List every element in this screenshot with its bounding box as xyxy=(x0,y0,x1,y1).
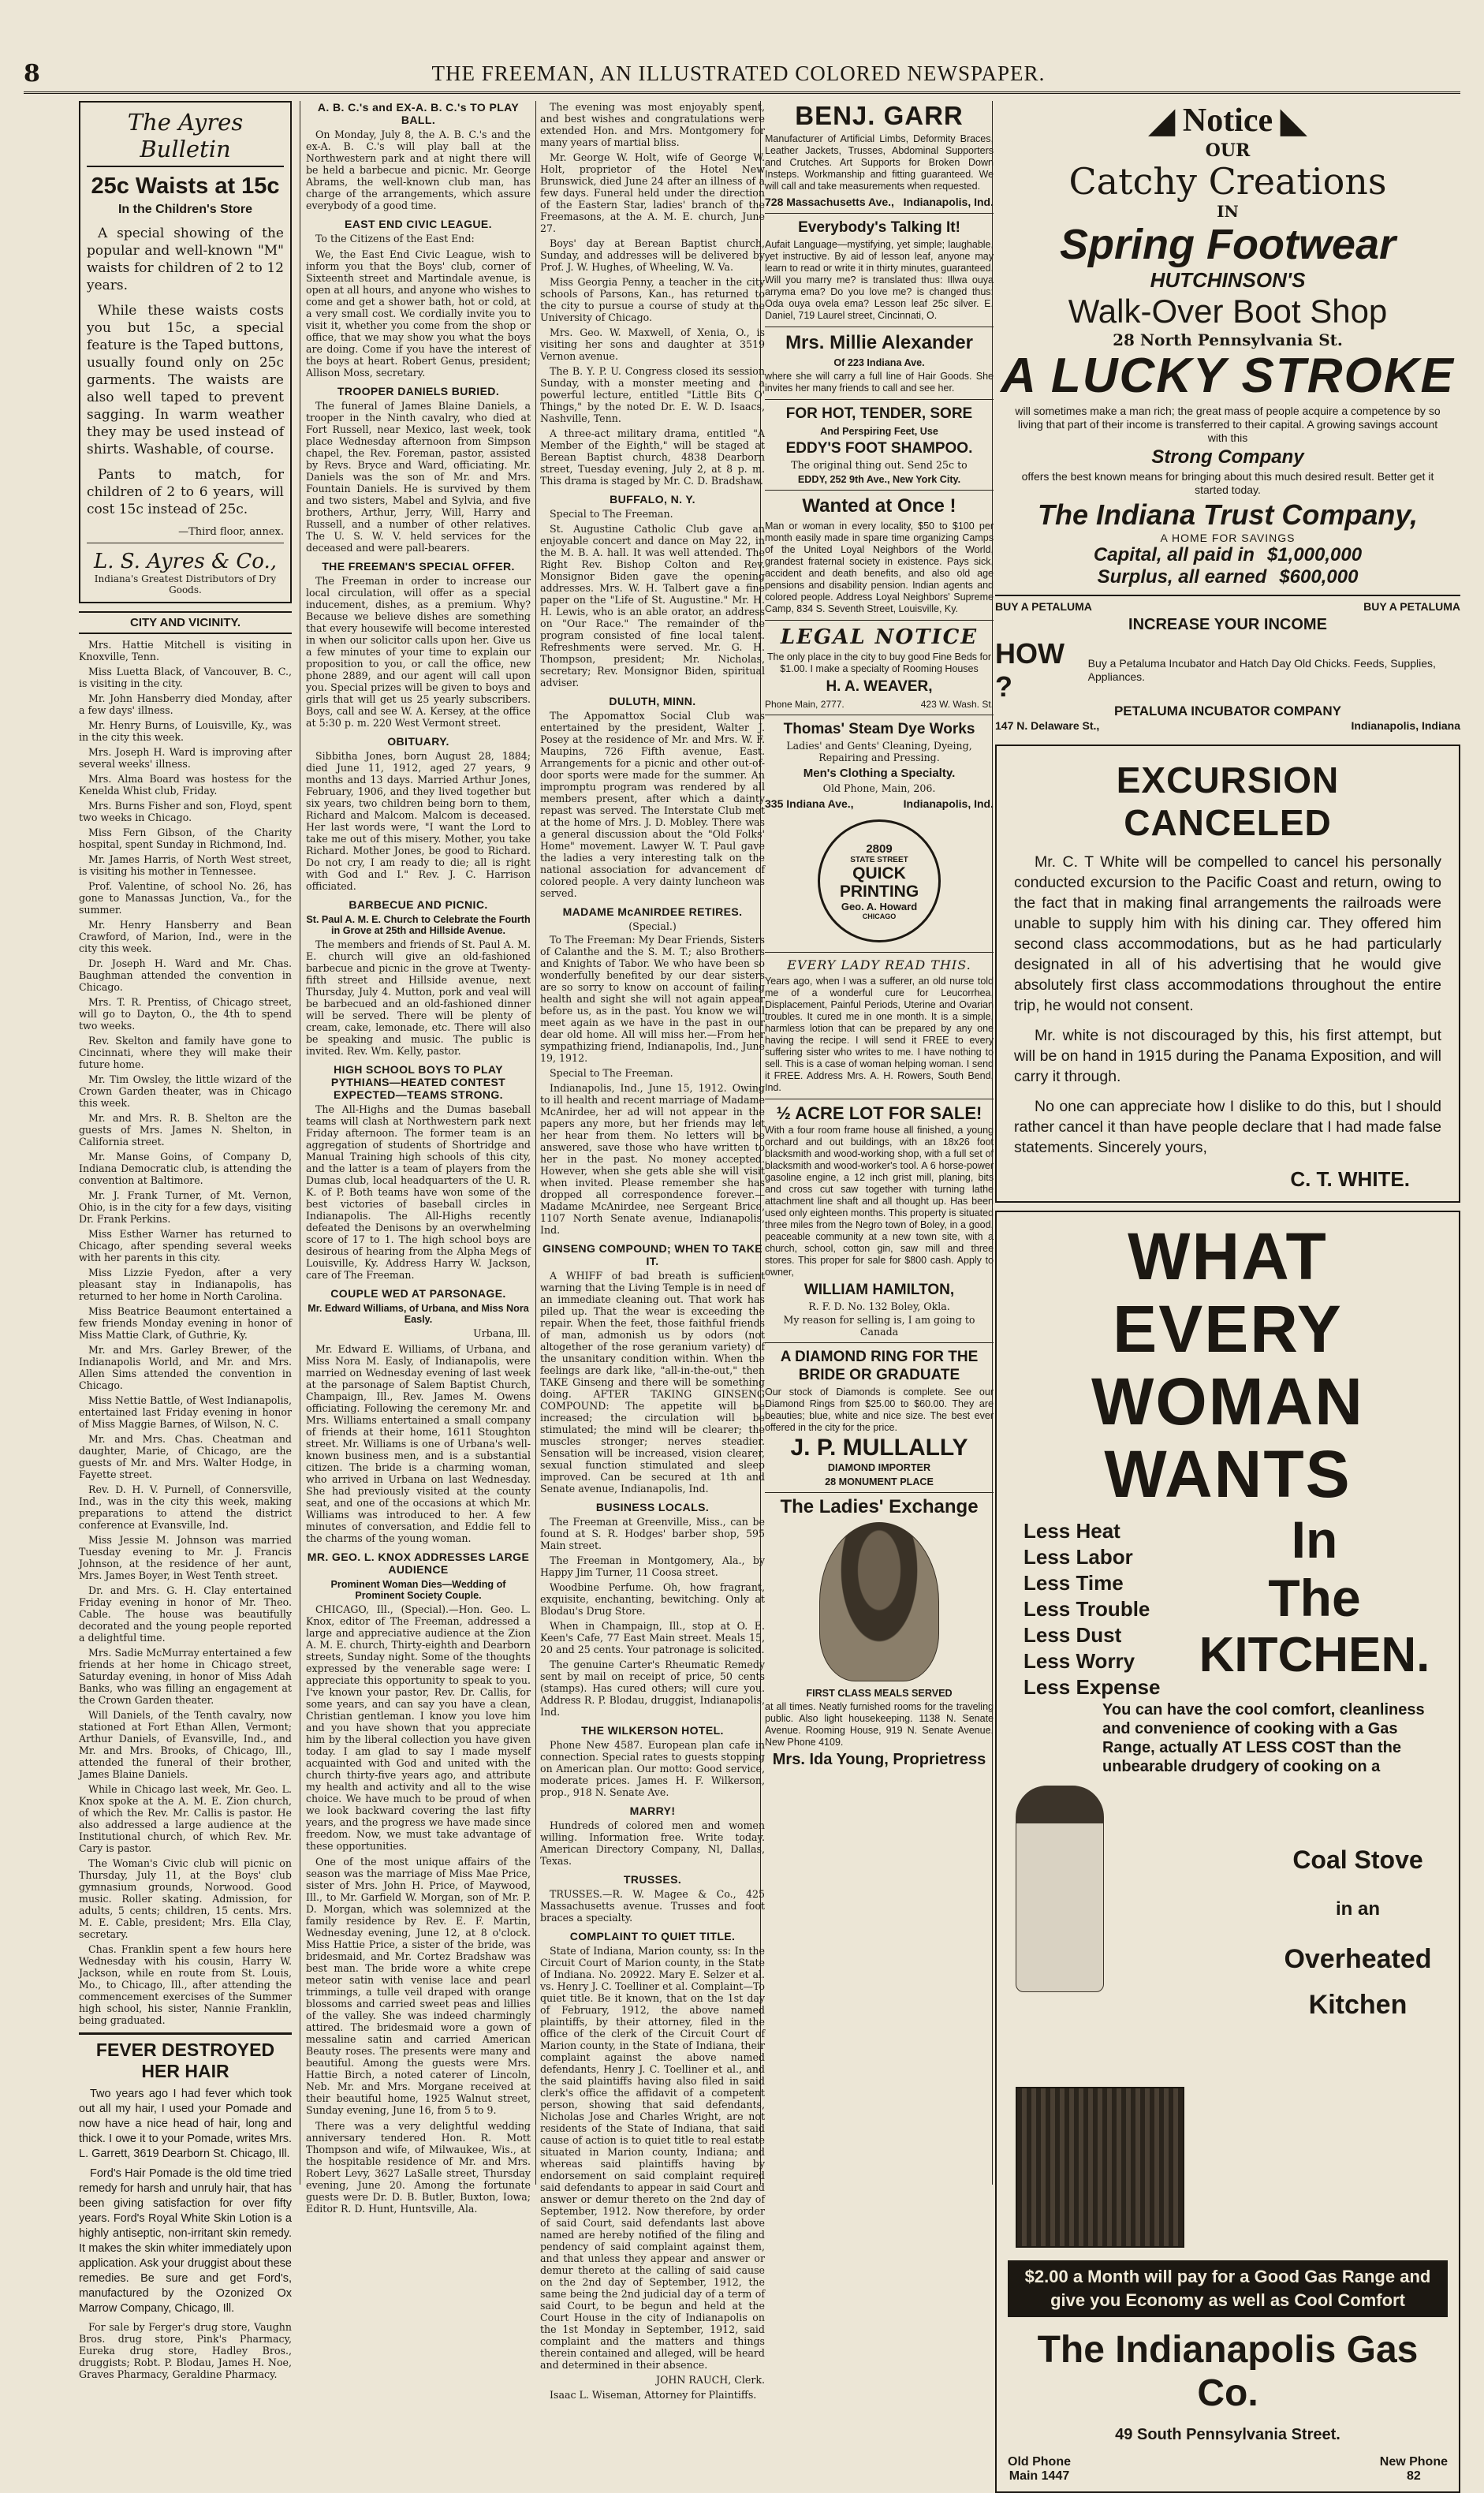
city-item: Chas. Franklin spent a few hours here Wednesday with his cousin, Harry W. Jackson, while en route from St. Louis, Mo., to Chicago, Ill., after attending the commencement exercises of the Summer high school, his sister, Nannie Franklin, being graduated. xyxy=(79,1943,292,2026)
mcanirdee-special-2: Special to The Freeman. xyxy=(550,1067,673,1079)
col3-text-4: Miss Georgia Penny, a teacher in the city schools of Parsons, Kan., has returned to the city to pursue a course of study at the University of Chicago. xyxy=(540,276,765,323)
coal-stove: Coal Stove xyxy=(1292,1845,1423,1874)
city-item: Miss Esther Warner has returned to Chicago, after spending several weeks with her parents in this city. xyxy=(79,1228,292,1263)
petaluma-body: Buy a Petaluma Incubator and Hatch Day Old Chicks. Feeds, Supplies, Appliances. xyxy=(1087,657,1436,683)
city-item: While in Chicago last week, Mr. Geo. L. Knox spoke at the A. M. E. Zion church, of which the Rev. Mr. Callis is pastor. He also addressed a large audience at the Institutional church, of which Rev. Mr. Cary is pastor. xyxy=(79,1783,292,1854)
lady-body: Years ago, when I was a sufferer, an old nurse told me of a wonderful cure for Leucorrhea, Displacement, Painful Periods, Uterine and Ovarian troubles. It cured me in one month. It is a simple, harmless lotion that can be prepared by any one having the recipe. I will send it FREE to every suffering sister who writes to me. I have nothing to sell. This is a case of woman helping woman. I send it FREE. Address Mrs. A. H. Rowers, South Bend, Ind. xyxy=(765,976,994,1093)
petaluma-address xyxy=(995,719,1460,732)
mcanirdee-text-2: Indianapolis, Ind., June 15, 1912. Owing to ill health and recent marriage of Madame McAnirdee, her ad will not appear in the papers any more, but her friends may let her hear from them. No letters will be answered, save those who have written to her in the past. No money accepted. However, when she gets able she will visit when invited. Please remember she has dropped all correspondence forever.—Madame McAnirdee, nee Sergeant Brice, 1107 North Senate avenue, Indianapolis, Ind. xyxy=(540,1082,765,1236)
ayres-headline: 25c Waists at 15c xyxy=(91,174,280,199)
city-item: Mrs. T. R. Prentiss, of Chicago street, will go to Dayton, O., the 4th to spend two weeks. xyxy=(79,996,292,1032)
newspaper-title: THE FREEMAN, AN ILLUSTRATED COLORED NEWSPAPER. xyxy=(431,61,1046,85)
col3-text-7: A three-act military drama, entitled "A Member of the Eighth," will be staged at Berean Baptist church, 4838 Dearborn street, Tuesday evening, July 2, at 8 p. m. This drama is staged by Mr. C. D. Bradshaw. xyxy=(540,427,765,487)
knox-subheading: Prominent Woman Dies—Wedding of Prominent Society Couple. xyxy=(330,1579,506,1601)
locals-heading: BUSINESS LOCALS. xyxy=(595,1501,710,1513)
trust-capital-value: $1,000,000 xyxy=(1266,544,1363,565)
excursion-heading: EXCURSION CANCELED xyxy=(1116,759,1340,843)
city-item: Miss Fern Gibson, of the Charity hospital, spent Sunday in Richmond, Ind. xyxy=(79,827,292,850)
lucky-small: offers the best known means for bringing about this much desired result. Better get it started today. xyxy=(1021,470,1434,496)
acre-note: My reason for selling is, I am going to Canada xyxy=(783,1314,975,1338)
city-items xyxy=(79,639,292,2026)
ayres-tagline: Indiana's Greatest Distributors of Dry Goods. xyxy=(94,573,277,595)
trooper-text: The funeral of James Blaine Daniels, a trooper in the Ninth cavalry, who died at Fort Russell, near Mexico, last week, took place Wednesday afternoon from Simpson chapel, the Rev. Foreman, pastor, assisted by Revs. Bryce and Ward, officiating. Mr. Daniels was the son of Mr. and Mrs. Fountain Daniels. He is survived by them and two sisters, Mabel and Sylvia, and five brothers, Arthur, Jerry, Will, Harry and Russell, and a number of other relatives. The U. S. W. V. held services for the deceased and were pall-bearers. xyxy=(306,400,531,554)
new-phone-label: New Phone xyxy=(1379,2455,1448,2469)
marry-heading: MARRY! xyxy=(629,1804,676,1817)
barbecue-subheading: St. Paul A. M. E. Church to Celebrate the Fourth in Grove at 25th and Hillside Avenue. xyxy=(306,914,531,936)
notice-hutchinson: HUTCHINSON'S xyxy=(1150,268,1306,292)
col3-text-2: Mr. George W. Holt, wife of George W. Holt, proprietor of the Hotel New Brunswick, died June 24 after an illness of a few days. Funeral held under the direction of the Eastern Star, ladies' branch of the Freemasons, at the A. M. E. church, June 27. xyxy=(540,151,765,234)
city-item: Mr. Henry Burns, of Louisville, Ky., was in the city this week. xyxy=(79,719,292,743)
notice-address: 28 North Pennsylvania St. xyxy=(1113,330,1343,349)
locals-text-2: The Freeman in Montgomery, Ala., by Happy Jim Turner, 11 Coosa street. xyxy=(540,1554,765,1578)
city-item: Dr. Joseph H. Ward and Mr. Chas. Baughman attended the convention in Chicago. xyxy=(79,957,292,993)
divider xyxy=(765,213,994,214)
offer-heading: THE FREEMAN'S SPECIAL OFFER. xyxy=(322,560,515,573)
city-item: Rev. Skelton and family have gone to Cincinnati, where they will make their future home. xyxy=(79,1035,292,1070)
city-item: Prof. Valentine, of school No. 26, has gone to Manassas Junction, Va., for the summer. xyxy=(79,880,292,916)
locals-text-4: When in Champaign, Ill., stop at O. E. Keen's Cafe, 77 East Main street. Meals 15, 20 and 25 cents. Your patronage is solicited. xyxy=(540,1620,765,1655)
less-item: Less Labor xyxy=(1024,1545,1133,1569)
ginseng-text: A WHIFF of bad breath is sufficient warning that the Living Temple is in need of an immediate cleaning out. That work has piled up. That the wear is exceeding the repair. When the feet, those faithful friends of man, admonish us by odors (not altogether of the rose geranium variety) of the unsanitary condition within. When the feelings are dark like, "all-in-the-out," then TAKE Ginseng and there will be something doing. AFTER TAKING GINSENG COMPOUND: The appetite will be increased; the circulation will be stimulated; the mind will be clearer; the muscles stronger; nerves steadier. Sensation will be increased, vision clearer, sexual function stimulated and sleep improved. Can be secured at 1th and Senate avenue, Indianapolis, Ind. xyxy=(540,1270,765,1495)
obituary-heading: OBITUARY. xyxy=(387,735,449,748)
column-3 xyxy=(540,101,765,2401)
lucky-body: will sometimes make a man rich; the great mass of people acquire a competence by so living that part of their income is transferred to their capital. A growing savings account with this xyxy=(1015,405,1441,444)
new-phone-value: 82 xyxy=(1406,2469,1421,2483)
trust-sub: A HOME FOR SAVINGS xyxy=(1160,532,1296,544)
complaint-text: State of Indiana, Marion county, ss: In the Circuit Court of Marion county, in the State of Indiana. No. 20922. Mary E. Selzer et al. vs. Henry J. C. Toelliner et al. Complaint—To quiet title. Be it known, that on the 1st day of February, 1912, the above named plaintiffs, by their attorney, filed in the office of the clerk of the Circuit Court of Marion county, in the State of Indiana, their complaint against the above named defendants, Henry J. C. Toelliner et al., and the said plaintiffs having also filed in said clerk's office the affidavit of a competent person, showing that said defendants, Nicholas Jose and Charles Wright, are not residents of the State of Indiana, that said cause of action is to quiet title to real estate situated in Marion county, Indiana; and whereas said plaintiffs having by endorsement on said complaint required said defendants to appear in said Court and answer or demur thereto on the 2nd day of September, 1912. Now therefore, by order of said Court, said defendants last above named are hereby notified of the filing and pendency of said complaint against them, and that unless they appear and answer or demur thereto at the calling of said cause on the 2nd day of September, 1912, the same being the 2nd judicial day of a term of said Court, to be begun and held at the Court House in the city of Indianapolis on the 1st Monday in September, 1912, said complaint and the matters and things therein contained and alleged, will be heard and determined in their absence. xyxy=(540,1945,765,2371)
barbecue-text: The members and friends of St. Paul A. M. E. church will give an old-fashioned barbecue and picnic in the grove at Twenty-fifth street and Hillside avenue, next Thursday, July 4. Mutton, pork and veal will be barbecued and an old-fashioned dinner will be served. There will be plenty of cream, cake, lemonade, etc. There will also be speaking and music. The public is invited. Rev. Wm. Kelly, pastor. xyxy=(306,939,531,1057)
legal-phone: Phone Main, 2777. xyxy=(765,699,845,710)
garr-body: Manufacturer of Artificial Limbs, Deformity Braces, Leather Jackets, Trusses, Abdominal Supporters and Crutches. Art Supports for Broken Down Insteps. Workmanship and fitting guaranteed. We will call and take measurements when requested. xyxy=(765,133,994,192)
dye-phone: Old Phone, Main, 206. xyxy=(822,782,936,794)
wanted-body: Man or woman in every locality, $50 to $100 per month easily made in spare time organizing Camps of the United Loyal Neighbors of the World, grandest fraternal society in existence. Pays sick, accident and death benefits, and also old age pensions and disability pension. Indian agents and colored people. Address Loyal Neighbors' Supreme Camp, 834 S. Seventh Street, Louisville, Ky. xyxy=(765,521,994,614)
what-line-1: WHAT EVERY xyxy=(1113,1219,1343,1366)
fever-para-2: Ford's Hair Pomade is the old time tried remedy for harsh and unruly hair, that has been giving satisfaction for over fifty years. Ford's Royal White Skin Lotion is a highly antiseptic, non-irritant skin remedy. It makes the skin whiter immediately upon application. Ask your druggist about these remedies. Be sure and get Ford's, manufactured by the Ozonized Ox Marrow Company, Chicago, Ill. xyxy=(79,2167,292,2315)
shoe-icon: ◢ xyxy=(1149,103,1175,140)
city-item: Mrs. Hattie Mitchell is visiting in Knoxville, Tenn. xyxy=(79,639,292,662)
less-item: Less Dust xyxy=(1024,1623,1122,1647)
knox-heading: MR. GEO. L. KNOX ADDRESSES LARGE AUDIENCE xyxy=(307,1551,530,1576)
city-item: Mrs. Burns Fisher and son, Floyd, spent two weeks in Chicago. xyxy=(79,800,292,823)
dye-address xyxy=(765,797,994,810)
city-item: Mr. Tim Owsley, the little wizard of the Crown Garden theater, was in Chicago this week. xyxy=(79,1073,292,1109)
old-phone-label: Old Phone xyxy=(1008,2455,1071,2469)
petaluma-right: BUY A PETALUMA xyxy=(1363,600,1460,613)
lucky-company: Strong Company xyxy=(1151,446,1304,468)
shoe-icon: ◣ xyxy=(1281,103,1307,140)
col3-text-5: Mrs. Geo. W. Maxwell, of Xenia, O., is visiting her sons and daughter at 3519 Vernon avenue. xyxy=(540,327,765,362)
highschool-text: The All-Highs and the Dumas baseball teams will clash at Northwestern park next Friday afternoon. The former team is an aggregation of students of Shortridge and Manual Training high schools of this city, and the latter is a team of players from the Dumas club, local headquarters of the U. R. K. of P. Both teams have won some of the best victories of baseball circles in Indianapolis. The All-Highs recently defeated the Denisons by an overwhelming score of 17 to 1. The high school boys are desirous of hearing from the Alpha Megs of Louisville, Ky. Address Harry W. Jackson, care of The Freeman. xyxy=(306,1103,531,1281)
ayres-bulletin-title: The Ayres Bulletin xyxy=(87,109,284,167)
city-item: Miss Luetta Black, of Vancouver, B. C., is visiting in the city. xyxy=(79,666,292,689)
what-line-2: WOMAN WANTS xyxy=(1091,1364,1364,1511)
talking-body: Aufait Language—mystifying, yet simple; laughable, yet instructive. By aid of lesson leaf, anyone may learn to read or write it in thirty minutes, guaranteed. Will you marry me? is translated thus: Illwa ouya arryma ema? Do you love me? is changed thus: Oda ouya ovela ema? Lesson leaf 25c silver. E. Daniel, 719 Laurel street, Cincinnati, O. xyxy=(765,239,994,321)
legal-body: The only place in the city to buy good Fine Beds for $1.00. I make a specialty of Rooming Houses xyxy=(766,651,992,674)
in-the-kitchen xyxy=(1181,1510,1448,1684)
exchange-first: FIRST CLASS MEALS SERVED xyxy=(806,1688,953,1699)
stamp-quick: QUICK xyxy=(852,864,906,883)
east-text: We, the East End Civic League, wish to inform you that the Boys' club, corner of Sixteenth street and Martindale avenue, is open at all hours, and anyone who wishes to come and get a shower bath, hot or cold, at a very small cost. We cordially invite you to visit it, whether you come from the shop or office, that we may show you what the boys are doing. Come if you have the interest of the boys at heart. Robert Genus, president; Allison Moss, secretary. xyxy=(306,248,531,379)
trooper-heading: TROOPER DANIELS BURIED. xyxy=(337,385,500,397)
petaluma-left: BUY A PETALUMA xyxy=(995,600,1092,613)
less-section xyxy=(1008,1510,1448,1700)
alexander-address: Of 223 Indiana Ave. xyxy=(833,357,925,368)
ring-sub-2: 28 MONUMENT PLACE xyxy=(825,1476,934,1487)
foot-heading: FOR HOT, TENDER, SORE xyxy=(785,405,973,422)
trust-capital xyxy=(995,544,1460,566)
locals-text-1: The Freeman at Greenville, Miss., can be found at S. R. Hodges' barber shop, 595 Main street. xyxy=(540,1516,765,1551)
overheated: Overheated xyxy=(1284,1944,1432,1974)
col3-text-3: Boys' day at Berean Baptist church, Sunday, and addresses will be delivered by Prof. J. W. Hughes, of Wheeling, W. Va. xyxy=(540,237,765,273)
buffalo-special: Special to The Freeman. xyxy=(550,508,673,520)
excursion-signature: C. T. WHITE. xyxy=(1290,1167,1410,1191)
stamp-name: Geo. A. Howard xyxy=(841,900,918,912)
kitchen-in: In xyxy=(1291,1510,1338,1569)
city-item: Mr. and Mrs. R. B. Shelton are the guests of Mrs. James N. Shelton, in California street. xyxy=(79,1112,292,1148)
woman-illustration-image xyxy=(1016,1786,1104,1992)
lady-heading: EVERY LADY READ THIS. xyxy=(787,957,971,972)
couple-place: Urbana, Ill. xyxy=(473,1327,531,1339)
wilkerson-heading: THE WILKERSON HOTEL. xyxy=(581,1724,724,1737)
less-list xyxy=(1008,1510,1181,1700)
city-item: Mr. and Mrs. Garley Brewer, of the Indianapolis World, and Mr. and Mrs. Allen Sims attended the convention in Chicago. xyxy=(79,1344,292,1391)
ring-body: Our stock of Diamonds is complete. See our Diamond Rings from $25.00 to $60.00. They are beauties; blue, white and nice size. The best ever offered in the city for the price. xyxy=(765,1386,994,1433)
divider xyxy=(765,1492,994,1493)
barbecue-heading: BARBECUE AND PICNIC. xyxy=(349,898,488,911)
locals-text-5: The genuine Carter's Rheumatic Remedy sent by mail on receipt of price, 50 cents (stamps). Has cured others; will cure you. Address R. P. Blodau, druggist, Indianapolis, Ind. xyxy=(540,1659,765,1718)
city-item: Rev. D. H. V. Purnell, of Connersville, Ind., was in the city this week, making preparations to attend the district conference at Evansville, Ind. xyxy=(79,1483,292,1531)
fever-para-3: For sale by Ferger's drug store, Vaughn Bros. drug store, Pink's Pharmacy, Eureka drug store, Hadley Bros., druggists; Robt. P. Blodau, James H. Noe, Graves Pharmacy, Geraldine Pharmacy. xyxy=(79,2321,292,2380)
fever-heading: FEVER DESTROYED HER HAIR xyxy=(79,2032,292,2082)
city-item: Mr. John Hansberry died Monday, after a few days' illness. xyxy=(79,692,292,716)
petaluma-increase: INCREASE YOUR INCOME xyxy=(1128,616,1327,633)
couple-subheading: Mr. Edward Williams, of Urbana, and Miss Nora Easly. xyxy=(308,1303,529,1325)
city-item: Mr. J. Frank Turner, of Mt. Vernon, Ohio, is in the city for a few days, visiting Dr. Frank Perkins. xyxy=(79,1189,292,1225)
highschool-heading: HIGH SCHOOL BOYS TO PLAY PYTHIANS—HEATED CONTEST EXPECTED—TEAMS STRONG. xyxy=(330,1063,506,1101)
notice-catchy: Catchy Creations xyxy=(1068,160,1387,203)
exchange-heading: The Ladies' Exchange xyxy=(780,1496,979,1517)
notice-title-text: Notice xyxy=(1182,103,1273,139)
gas-advertisement xyxy=(995,1211,1460,2493)
city-heading: CITY AND VICINITY. xyxy=(79,611,292,634)
mcanirdee-special: (Special.) xyxy=(628,920,677,932)
notice-in: IN xyxy=(1217,202,1239,221)
ayres-location: —Third floor, annex. xyxy=(178,526,284,538)
column-5 xyxy=(995,101,1460,2483)
acre-name: WILLIAM HAMILTON, xyxy=(804,1282,955,1298)
notice-walkover: Walk-Over Boot Shop xyxy=(1068,293,1388,330)
duluth-text: The Appomattox Social Club was entertained by the president, Walter J. Posey at the residence of Mr. and Mrs. W. F. Maupins, 726 Fifth avenue, East. Arrangements for a picnic and other out-of-door sports were made for the summer. An impromptu program was rendered by all members present, after which a dainty repast was served. The Interstate Club met at the home of Mrs. J. D. Mobley. There was a general discussion about the "Old Folks' Home" movement. Lawyer W. T. Paul gave the ladies a very interesting talk on the national association for advancement of colored people. A very dainty luncheon was served. xyxy=(540,710,765,899)
city-item: Miss Lizzie Fyedon, after a very pleasant stay in Indianapolis, has returned to her home in North Carolina. xyxy=(79,1267,292,1302)
buffalo-text: St. Augustine Catholic Club gave an enjoyable concert and dance on May 22, in the M. B. A. hall. It was well attended. The Right Rev. Bishop Colton and Rev. Monsignor Biden gave the opening addresses. Mrs. W. H. Talbert gave a fine paper on the "Life of St. Augustine." Mr. H. H. Lewis, who is an able orator, an address on "Our Race." The remainder of the program consisted of fine local talent. Refreshments were served. Mr. G. H. Thompson, president; Mr. Nicholas, secretary; Rev. Monsignor Biden, spiritual adviser. xyxy=(540,523,765,689)
wilkerson-text: Phone New 4587. European plan cafe in connection. Special rates to guests stopping on American plan. Our motto: Good service, moderate prices. James H. F. Wilkerson, prop., 918 N. Senate Ave. xyxy=(540,1739,765,1798)
alexander-body: where she will carry a full line of Hair Goods. She invites her many friends to call and see her. xyxy=(765,371,994,394)
obituary-text: Sibbitha Jones, born August 28, 1884; died June 11, 1912, aged 27 years, 9 months and 13 days. Married Arthur Jones, February, 1906, and they lived together but six years, two children being born to them, Richard and Malcom. Malcom is deceased. Her last words were, "I want the Lord to take me out of this misery. Mother, you take Richard. Mother Jones, be good to Richard. Do not cry, I am ready to die; all is right with God and I." Rev. J. C. Harrison officiated. xyxy=(306,750,531,892)
stamp-number: 2809 xyxy=(866,842,893,856)
city-item: Miss Beatrice Beaumont entertained a few friends Monday evening in honor of Miss Mattie Clark, of Guthrie, Ky. xyxy=(79,1305,292,1341)
dye-body: Ladies' and Gents' Cleaning, Dyeing, Repairing and Pressing. xyxy=(786,740,972,763)
notice-heading xyxy=(995,101,1460,140)
dye-street: 335 Indiana Ave., xyxy=(765,797,854,810)
abc-heading: A. B. C.'s and EX-A. B. C.'s TO PLAY BALL. xyxy=(317,101,520,126)
ring-sub-1: DIAMOND IMPORTER xyxy=(827,1462,931,1473)
acre-heading: ½ ACRE LOT FOR SALE! xyxy=(776,1103,982,1123)
foot-product: EDDY'S FOOT SHAMPOO. xyxy=(785,440,973,457)
excursion-para-1: Mr. C. T White will be compelled to cancel his personally conducted excursion to the Pacific Coast and return, owing to the fact that in making final arrangements the railroads were unable to supply him with his dining car. They offered him second class accommodations, but as he had particularly designated in all of his advertising that he would give absolutely first class accommodations throughout the entire trip, he would not consent. xyxy=(1014,853,1441,1014)
column-1 xyxy=(79,101,292,2380)
divider xyxy=(765,1342,994,1343)
east-salutation: To the Citizens of the East End: xyxy=(315,233,475,244)
garr-name: BENJ. GARR xyxy=(795,101,964,130)
knox-text-2: One of the most unique affairs of the season was the marriage of Miss Mae Price, sister of Mrs. John H. Price, of Maywood, Ill., to Mr. Garfield W. Morgan, son of Mr. P. D. Morgan, which was solemnized at the family residence by Rev. E. F. Martin, Wednesday evening, June 12, at 8 o'clock. Miss Hattie Price, a sister of the bride, was bridesmaid, and Mr. Cortez Bradshaw was best man. The bride wore a white crepe meteor satin with venise lace and pearl trimmings, a tulle veil draped with orange blossoms and carried sweet peas and lillies of the valley. She was indeed charmingly attired. The bridesmaid wore a gown of messaline satin and carried American Beauty roses. The presents were many and beautiful. Among the guests were Mrs. Hattie Birch, a noted caterer of Lincoln, Neb. Mr. and Mrs. Morgane received at their beautiful home, 1925 Walnut street, Sunday evening, June 16, from 5 to 9. xyxy=(306,1856,531,2116)
couple-text: Mr. Edward E. Williams, of Urbana, and Miss Nora M. Easly, of Indianapolis, were married on Wednesday evening of last week at the parsonage of Salem Baptist Church, Champaign, Ill., Rev. James M. Owens officiating. Following the ceremony Mr. and Mrs. Williams entertained a small company of friends at their home, 1611 Stoughton street. Mr. Williams is one of Urbana's well-known business men, and is a substantial citizen. The bride is a charming woman, who arrived in Urbana on last Wednesday. She had previously visited at the county seat, and one of the occasions at which Mr. Williams was introduced to her. A few minutes of conversation, and Eddie fell to the charms of the young woman. xyxy=(306,1343,531,1544)
talking-heading: Everybody's Talking It! xyxy=(798,219,960,236)
less-item: Less Time xyxy=(1024,1571,1124,1595)
ring-heading: A DIAMOND RING FOR THE BRIDE OR GRADUATE xyxy=(780,1349,979,1383)
trusses-text: TRUSSES.—R. W. Magee & Co., 425 Massachusetts avenue. Trusses and foot braces a specialty. xyxy=(540,1888,765,1924)
complaint-heading: COMPLAINT TO QUIET TITLE. xyxy=(569,1930,736,1943)
excursion-box xyxy=(995,745,1460,1203)
old-phone xyxy=(1008,2455,1071,2484)
woman-portrait-image xyxy=(819,1522,939,1681)
fever-para-1: Two years ago I had fever which took out all my hair, I used your Pomade and now have a nice head of hair, long and thick. I owe it to your Pomade, writes Mrs. L. Garrett, 3619 Dearborn St. Chicago, Ill. xyxy=(79,2088,292,2160)
city-item: Mrs. Sadie McMurray entertained a few friends at her home in Chicago street, Saturday evening, in honor of Miss Adah Banks, who was filling an engagement at the Crown Garden theater. xyxy=(79,1647,292,1706)
masthead xyxy=(24,55,1460,94)
petaluma-top xyxy=(995,595,1460,613)
acre-body: With a four room frame house all finished, a young orchard and out buildings, with an 18x26 foot blacksmith and wood-working shop, with a full set of blacksmith and wood-worker's tool. A 6 horse-power gasoline engine, a 12 inch grist mill, planing, bits and cross cut saw together with turning lathe attachment line shaft and all thought up. Has been used only eighteen months. This property is situated three miles from the Negro town of Boley, in a good, peaceable community at a new town site, with a church, school, cotton gin, saw mill and three stores. This proper for sale for $800 cash. Apply to owner, xyxy=(765,1125,994,1278)
garr-street: 728 Massachusetts Ave., xyxy=(765,196,894,208)
ayres-store: In the Children's Store xyxy=(117,203,253,216)
petaluma-row xyxy=(995,637,1460,703)
gas-phones xyxy=(1008,2455,1448,2484)
complaint-attorney: Isaac L. Wiseman, Attorney for Plaintiffs. xyxy=(550,2389,757,2401)
page-number: 8 xyxy=(24,59,40,88)
city-item: Miss Jessie M. Johnson was married Tuesday evening to Mr. J. Francis Johnson, at the residence of her aunt, Mrs. James Boyer, in West Tenth street. xyxy=(79,1534,292,1581)
legal-contact xyxy=(765,699,994,710)
exchange-name: Mrs. Ida Young, Proprietress xyxy=(772,1751,986,1768)
petaluma-city: Indianapolis, Indiana xyxy=(1351,719,1460,732)
mcanirdee-text: To The Freeman: My Dear Friends, Sisters of Calanthe and the S. M. T.; also Brothers and Knights of Tabor. We who have been so wonderfully benefited by our dear sisters are so sorry to know on account of failing health and sight she will not again appear before us, as in the past. You know we will meet again as we have in the past in our dear old home. All will miss her.—From her sympathizing friend, Indianapolis, Ind., June 19, 1912. xyxy=(540,934,765,1064)
ginseng-heading: GINSENG COMPOUND; WHEN TO TAKE IT. xyxy=(542,1242,763,1267)
stove-area xyxy=(1008,1782,1448,2248)
divider xyxy=(765,620,994,621)
printing-stamp xyxy=(818,819,941,942)
knox-text-3: There was a very delightful wedding anniversary tendered Hon. R. Mott Thompson and wife, of Milwaukee, Wis., at the hospitable residence of Mr. and Mrs. Robert Levy, 3627 LaSalle street, Thursday evening, June 20. Among the fortunate guests were Dr. D. B. Butler, Buxton, Iowa; Editor R. D. Hunt, Huntsville, Ala. xyxy=(306,2120,531,2215)
legal-address: 423 W. Wash. St. xyxy=(920,699,994,710)
stamp-city: CHICAGO xyxy=(862,912,897,920)
notice-spring: Spring Footwear xyxy=(1059,221,1396,268)
abc-text: On Monday, July 8, the A. B. C.'s and the ex-A. B. C.'s will play ball at the Northwestern park and at night there will be held a barbecue and picnic. Mr. George Abrams, the well-known club man, has charge of the arrangements, which assure everybody of a good time. xyxy=(306,129,531,211)
divider xyxy=(765,399,994,400)
less-item: Less Worry xyxy=(1024,1649,1135,1673)
less-item: Less Expense xyxy=(1024,1675,1161,1699)
acre-address: R. F. D. No. 132 Boley, Okla. xyxy=(808,1301,950,1312)
stamp-street: STATE STREET xyxy=(850,855,908,864)
col3-text-6: The B. Y. P. U. Congress closed its session Sunday, with a monster meeting and a powerful lecture, entitled "Little Bits O' Things," by the noted Dr. E. W. D. Isaacs, Nashville, Tenn. xyxy=(540,365,765,424)
legal-name: H. A. WEAVER, xyxy=(826,678,933,695)
east-heading: EAST END CIVIC LEAGUE. xyxy=(345,218,492,230)
gas-address: 49 South Pennsylvania Street. xyxy=(1115,2426,1340,2443)
ayres-para-2: While these waists costs you but 15c, a special feature is the Taped buttons, usually found only on 25c garments. The waists are also well taped to prevent sagging. In warm weather they may be used instead of shirts. Washable, of course. xyxy=(87,303,284,457)
kitchen: Kitchen xyxy=(1308,1990,1408,2020)
excursion-para-2: Mr. white is not discouraged by this, his first attempt, but will be on hand in 1915 during the Panama Exposition, and will carry it through. xyxy=(1014,1027,1441,1085)
garr-address xyxy=(765,196,994,208)
ayres-para-3: Pants to match, for children of 2 to 6 years, will cost 15c instead of 25c. xyxy=(87,467,284,517)
lucky-heading: A LUCKY STROKE xyxy=(1001,349,1455,403)
city-item: The Woman's Civic club will picnic on Thursday, July 11, at the Boys' club gymnasium grounds, Norwood. Good music. Roller skating. Admission, for adults, 5 cents; children, 15 cents. Mrs. M. E. Cable, president; Mrs. Ella Clay, secretary. xyxy=(79,1857,292,1940)
petaluma-how: HOW ? xyxy=(995,637,1065,703)
divider xyxy=(765,490,994,491)
stove-text xyxy=(1268,1782,1448,2020)
trust-surplus-label: Surplus, all earned xyxy=(1097,566,1267,588)
legal-heading: LEGAL NOTICE xyxy=(780,625,979,649)
trust-surplus-value: $600,000 xyxy=(1279,566,1359,588)
city-item: Miss Nettie Battle, of West Indianapolis, entertained last Friday evening in honor of Miss Maggie Barnes, of Wilson, N. C. xyxy=(79,1394,292,1430)
foot-subheading: And Perspiring Feet, Use xyxy=(820,426,938,437)
petaluma-company: PETALUMA INCUBATOR COMPANY xyxy=(1113,703,1342,718)
notice-our: OUR xyxy=(1205,140,1251,161)
knox-text-1: CHICAGO, Ill., (Special).—Hon. Geo. L. Knox, editor of The Freeman, addressed a large and appreciative audience at the Zion A. M. E. church, Thirty-eighth and Dearborn streets, Sunday night. Some of the thoughts expressed by the venerable sage were: I appreciate this opportunity to speak to you. I've known your pastor, Rev. Dr. Callis, for some years, and can say you have a clean, Christian gentleman. I know you love him and you have shown that you appreciate him by the liberal collection you have given today. I am glad to say I made myself acquainted with God and united with the church thirty-five years ago, and attribute my health and activity and all to the wise choice. We have much to be proud of when we look backward covering the last fifty years, and the progress we have made since freedom. Now, we must take advantage of these opportunities. xyxy=(306,1603,531,1852)
stove-illustration-image xyxy=(1016,2087,1184,2248)
trusses-heading: TRUSSES. xyxy=(623,1873,682,1886)
city-item: Mr. James Harris, of North West street, is visiting his mother in Tennessee. xyxy=(79,853,292,877)
trust-name: The Indiana Trust Company, xyxy=(1037,498,1419,531)
city-item: Mrs. Alma Board was hostess for the Kenelda Whist club, Friday. xyxy=(79,773,292,797)
city-item: Mrs. Joseph H. Ward is improving after several weeks' illness. xyxy=(79,746,292,770)
trust-surplus xyxy=(995,566,1460,588)
column-2 xyxy=(306,101,531,2215)
less-item: Less Heat xyxy=(1024,1519,1120,1543)
ring-name: J. P. MULLALLY xyxy=(790,1435,968,1461)
mcanirdee-heading: MADAME McANIRDEE RETIRES. xyxy=(562,905,743,918)
foot-address: EDDY, 252 9th Ave., New York City. xyxy=(797,474,961,485)
complaint-clerk: JOHN RAUCH, Clerk. xyxy=(656,2374,765,2386)
dye-subheading: Men's Clothing a Specialty. xyxy=(803,767,956,780)
stove-illustration xyxy=(1008,1782,1268,2248)
divider xyxy=(765,952,994,953)
duluth-heading: DULUTH, MINN. xyxy=(609,695,696,707)
petaluma-street: 147 N. Delaware St., xyxy=(995,719,1100,732)
col3-text-1: The evening was most enjoyably spent, and best wishes and congratulations were extended Hon. and Mrs. Montgomery for many years of martial bliss. xyxy=(540,101,765,148)
city-item: Mr. and Mrs. Chas. Cheatman and daughter, Marie, of Chicago, are the guests of Mr. and Mrs. Walter Hodge, in Fayette street. xyxy=(79,1433,292,1480)
exchange-body: at all times. Neatly furnished rooms for the traveling public. Also light housekeeping. 1138 N. Senate Avenue. Rooming House, 919 N. Senate Avenue. New Phone 4109. xyxy=(765,1701,994,1748)
dye-city: Indianapolis, Ind. xyxy=(903,797,994,810)
column-4 xyxy=(765,101,994,2185)
foot-small: The original thing out. Send 25c to xyxy=(791,459,968,471)
less-item: Less Trouble xyxy=(1024,1597,1150,1621)
gas-offer-band: $2.00 a Month will pay for a Good Gas Range and give you Economy as well as Cool Comfort xyxy=(1008,2260,1448,2317)
stove-description: You can have the cool comfort, cleanliness and convenience of cooking with a Gas Range, actually AT LESS COST than the unbearable drudgery of cooking on a xyxy=(1102,1701,1425,1775)
column-rule xyxy=(535,101,536,2185)
ayres-company: L. S. Ayres & Co., xyxy=(93,550,278,573)
city-item: Dr. and Mrs. G. H. Clay entertained Friday evening in honor of Mr. Theo. Cable. The house was beautifully decorated and the young people reported a delightful time. xyxy=(79,1584,292,1644)
in-an: in an xyxy=(1335,1898,1380,1920)
kitchen-the: The xyxy=(1268,1569,1361,1627)
ayres-advertisement xyxy=(79,101,292,603)
city-item: Mr. Henry Hansberry and Bean Crawford, of Marion, Ind., were in the city this week. xyxy=(79,919,292,954)
kitchen-word: KITCHEN. xyxy=(1199,1628,1430,1682)
wanted-heading: Wanted at Once ! xyxy=(802,495,956,517)
new-phone xyxy=(1380,2455,1448,2484)
city-item: Will Daniels, of the Tenth cavalry, now stationed at Fort Ethan Allen, Vermont; Arthur Daniels, of Evansville, Ind., and Mr. and Mrs. Brooks, of Chicago, Ill., attended the funeral of their brother, James Blaine Daniels. xyxy=(79,1709,292,1780)
excursion-para-3: No one can appreciate how I dislike to do this, but I should rather cancel it than have people declare that I had made false statements. Sincerely yours, xyxy=(1014,1098,1441,1156)
trust-capital-label: Capital, all paid in xyxy=(1093,544,1255,565)
garr-city: Indianapolis, Ind. xyxy=(903,196,994,208)
buffalo-heading: BUFFALO, N. Y. xyxy=(610,493,695,506)
marry-text: Hundreds of colored men and women willing. Information free. Write today. American Directory Company, Nl, Dallas, Texas. xyxy=(540,1819,765,1867)
locals-text-3: Woodbine Perfume. Oh, how fragrant, exquisite, enchanting, bewitching. Only at Blodau's Drug Store. xyxy=(540,1581,765,1617)
gas-company: The Indianapolis Gas Co. xyxy=(1037,2329,1419,2414)
old-phone-value: Main 1447 xyxy=(1009,2469,1070,2483)
dye-heading: Thomas' Steam Dye Works xyxy=(783,721,975,737)
alexander-name: Mrs. Millie Alexander xyxy=(785,332,973,353)
offer-text: The Freeman in order to increase our local circulation, will offer as a special inducement, dishes, as a premium. Why? Because we believe dishes are something that every housewife will become interested in when our solicitor calls upon her. Give us a few minutes of your time to explain our proposition to you, or call the office, new phone 2889, and our agent will call upon you. Special prizes will be given to boys and girls that will get us 25 yearly subscribers. Boys, call and see W. A. Kersey, at the office at 5:30 p. m. 220 West Vermont street. xyxy=(306,575,531,729)
couple-heading: COUPLE WED AT PARSONAGE. xyxy=(330,1287,506,1300)
stamp-printing: PRINTING xyxy=(839,882,919,901)
ayres-para-1: A special showing of the popular and well-known "M" waists for children of 2 to 12 years. xyxy=(87,226,284,293)
city-item: Mr. Manse Goins, of Company D, Indiana Democratic club, is attending the convention at Baltimore. xyxy=(79,1151,292,1186)
